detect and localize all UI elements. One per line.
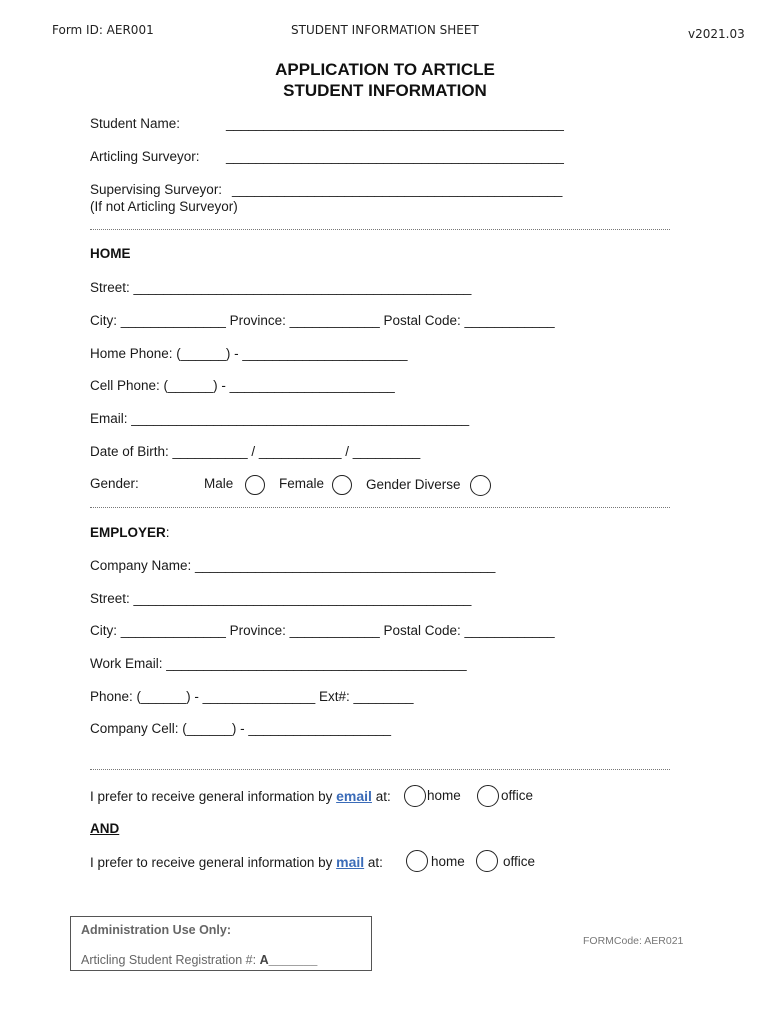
mail-office-radio[interactable]: [476, 850, 498, 872]
registration-value[interactable]: A_______: [259, 953, 318, 967]
supervising-note: (If not Articling Surveyor): [90, 199, 238, 214]
employer-city-line[interactable]: City: ______________ Province: ____________ Postal Code: ____________: [90, 623, 555, 638]
page-title-line2: STUDENT INFORMATION: [283, 81, 487, 100]
gender-female-label: Female: [279, 476, 325, 491]
company-name-field[interactable]: Company Name: ________________________________________: [90, 558, 496, 573]
gender-diverse-label: Gender Diverse: [366, 477, 461, 492]
admin-title: Administration Use Only:: [81, 923, 232, 937]
form-id: Form ID: AER001: [52, 23, 154, 37]
page-title-line1: APPLICATION TO ARTICLE: [275, 60, 495, 79]
gender-diverse-radio[interactable]: [470, 475, 491, 496]
supervising-surveyor-field[interactable]: ____________________________________________: [232, 182, 563, 197]
articling-surveyor-label: Articling Surveyor:: [90, 149, 200, 164]
employer-phone-field[interactable]: Phone: (______) - _______________ Ext#: ________: [90, 689, 414, 704]
home-city-line[interactable]: City: ______________ Province: ____________ Postal Code: ____________: [90, 313, 555, 328]
form-code: FORMCode: AER021: [583, 935, 684, 947]
mail-home-label: home: [431, 854, 465, 869]
supervising-surveyor-label: Supervising Surveyor:: [90, 182, 223, 197]
work-email-field[interactable]: Work Email: ________________________________________: [90, 656, 467, 671]
home-phone-field[interactable]: Home Phone: (______) - ______________________: [90, 346, 408, 361]
email-field[interactable]: Email: _____________________________________________: [90, 411, 470, 426]
divider: [90, 229, 670, 230]
cell-phone-field[interactable]: Cell Phone: (______) - ______________________: [90, 378, 395, 393]
company-cell-field[interactable]: Company Cell: (______) - ___________________: [90, 721, 391, 736]
registration-number: Articling Student Registration #: A_______: [81, 953, 318, 967]
email-preference-text: I prefer to receive general information by email at:: [90, 788, 391, 804]
student-name-label: Student Name:: [90, 116, 181, 131]
email-word: email: [336, 788, 372, 804]
email-office-radio[interactable]: [477, 785, 499, 807]
sheet-title: STUDENT INFORMATION SHEET: [291, 23, 479, 37]
student-name-field[interactable]: _____________________________________________: [226, 116, 564, 131]
mail-word: mail: [336, 854, 365, 870]
gender-male-label: Male: [204, 476, 234, 491]
mail-home-radio[interactable]: [406, 850, 428, 872]
divider: [90, 769, 670, 770]
employer-heading: EMPLOYER:: [90, 525, 170, 540]
admin-use-box: [70, 916, 372, 971]
employer-street-field[interactable]: Street: _____________________________________________: [90, 591, 472, 606]
version: v2021.03: [688, 27, 745, 41]
mail-office-label: office: [503, 854, 536, 869]
email-office-label: office: [501, 788, 534, 803]
gender-female-radio[interactable]: [332, 475, 352, 495]
email-home-radio[interactable]: [404, 785, 426, 807]
gender-label: Gender:: [90, 476, 139, 491]
divider: [90, 507, 670, 508]
gender-male-radio[interactable]: [245, 475, 265, 495]
home-street-field[interactable]: Street: _____________________________________________: [90, 280, 472, 295]
mail-preference-text: I prefer to receive general information by mail at:: [90, 854, 383, 870]
articling-surveyor-field[interactable]: _____________________________________________: [226, 149, 564, 164]
date-of-birth-field[interactable]: Date of Birth: __________ / ___________ / _________: [90, 444, 421, 459]
and-label: AND: [90, 821, 120, 836]
home-heading: HOME: [90, 246, 131, 261]
email-home-label: home: [427, 788, 461, 803]
